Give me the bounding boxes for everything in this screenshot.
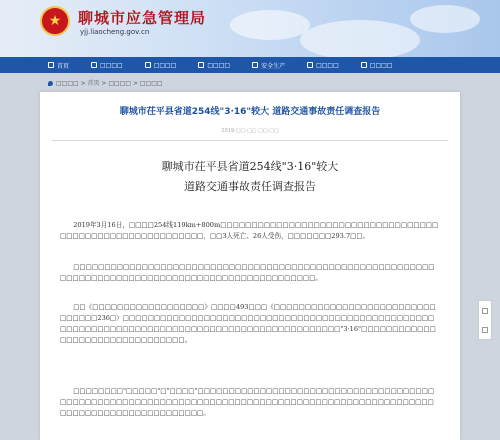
divider <box>52 140 448 141</box>
people-icon <box>361 62 367 68</box>
nav-item-safety[interactable]: 安全生产 <box>252 61 285 70</box>
paragraph-1: 2019年3月16日，□□□□254线119km+800m□□□□□□□□□□□□□□□□□□□□□□□□□□□□□□□□□□□□□□□□□□□□□□□□□□□□□□□□□□，□□3人死亡、26人受伤，□□□□□□□293.7□□。 <box>60 221 439 240</box>
nav-item-home[interactable]: 首页 <box>48 61 69 70</box>
nav-item-4[interactable]: □□□□ <box>198 62 230 69</box>
nav-item-3[interactable]: □□□□ <box>145 62 177 69</box>
article-heading: 聊城市茌平县省道254线"3·16"较大 道路交通事故责任调查报告 <box>119 107 381 117</box>
doc-icon <box>145 62 151 68</box>
paragraph-3: □□《□□□□□□□□□□□□□□□□□□》□□□□493□□□《□□□□□□□□□□□□□□□□□□□□□□□□□□□□□□□□236□）□□□□□□□□□□□□□□□□□□□□□□□□□□□□□□□□□□□□□□□□□□□□□□□□□□□□□□□□□□□□□□□□□□□□□□□□□□□□□□□□□□□□□□□□□□□□□□□"3·16"□□□□□□□□□□□□□□□□□□□□□□□□□□□□□□□□。 <box>60 303 436 344</box>
share-icon[interactable] <box>482 308 488 314</box>
info-icon <box>91 62 97 68</box>
location-pin-icon <box>48 81 53 86</box>
nav-item-6[interactable]: □□□□ <box>307 62 339 69</box>
government-emblem-icon: ★ <box>40 6 70 36</box>
service-icon <box>198 62 204 68</box>
doc-title-line-2: 道路交通事故责任调查报告 <box>184 180 316 193</box>
floating-toolbar[interactable] <box>478 300 492 340</box>
article-meta: 2019-□□-□□ □□:□□ <box>221 128 279 134</box>
alert-icon <box>307 62 313 68</box>
site-header <box>0 0 500 60</box>
nav-item-2[interactable]: □□□□ <box>91 62 123 69</box>
home-icon <box>48 62 54 68</box>
article-card <box>40 92 460 440</box>
paragraph-2: □□□□□□□□□□□□□□□□□□□□□□□□□□□□□□□□□□□□□□□□□□□□□□□□□□□□□□□□□□□□□□□□□□□□□□□□□□□□□□□□□□□□□□□□□□□□□□□□□□□。 <box>60 263 435 282</box>
site-title[interactable]: 聊城市应急管理局 <box>78 9 207 27</box>
site-domain: yjj.liaocheng.gov.cn <box>80 28 150 36</box>
paragraph-4: □□□□□□□□"□□□□□"□"□□□□"□□□□□□□□□□□□□□□□□□□□□□□□□□□□□□□□□□□□□□□□□□□□□□□□□□□□□□□□□□□□□□□□□□□□□□□□□□□□□□□□□□□□□□□□□□□□□□□□□□□□□□□□□□□□□□□□□□□□□□□□□。 <box>60 387 435 417</box>
shield-icon <box>252 62 258 68</box>
breadcrumb[interactable]: □□□□ > 首页 > □□□□ > □□□□ <box>48 78 163 87</box>
nav-item-7[interactable]: □□□□ <box>361 62 393 69</box>
back-to-top-icon[interactable] <box>482 327 488 333</box>
doc-title-line-1: 聊城市茌平县省道254线"3·16"较大 <box>161 160 339 173</box>
main-nav <box>0 57 500 73</box>
